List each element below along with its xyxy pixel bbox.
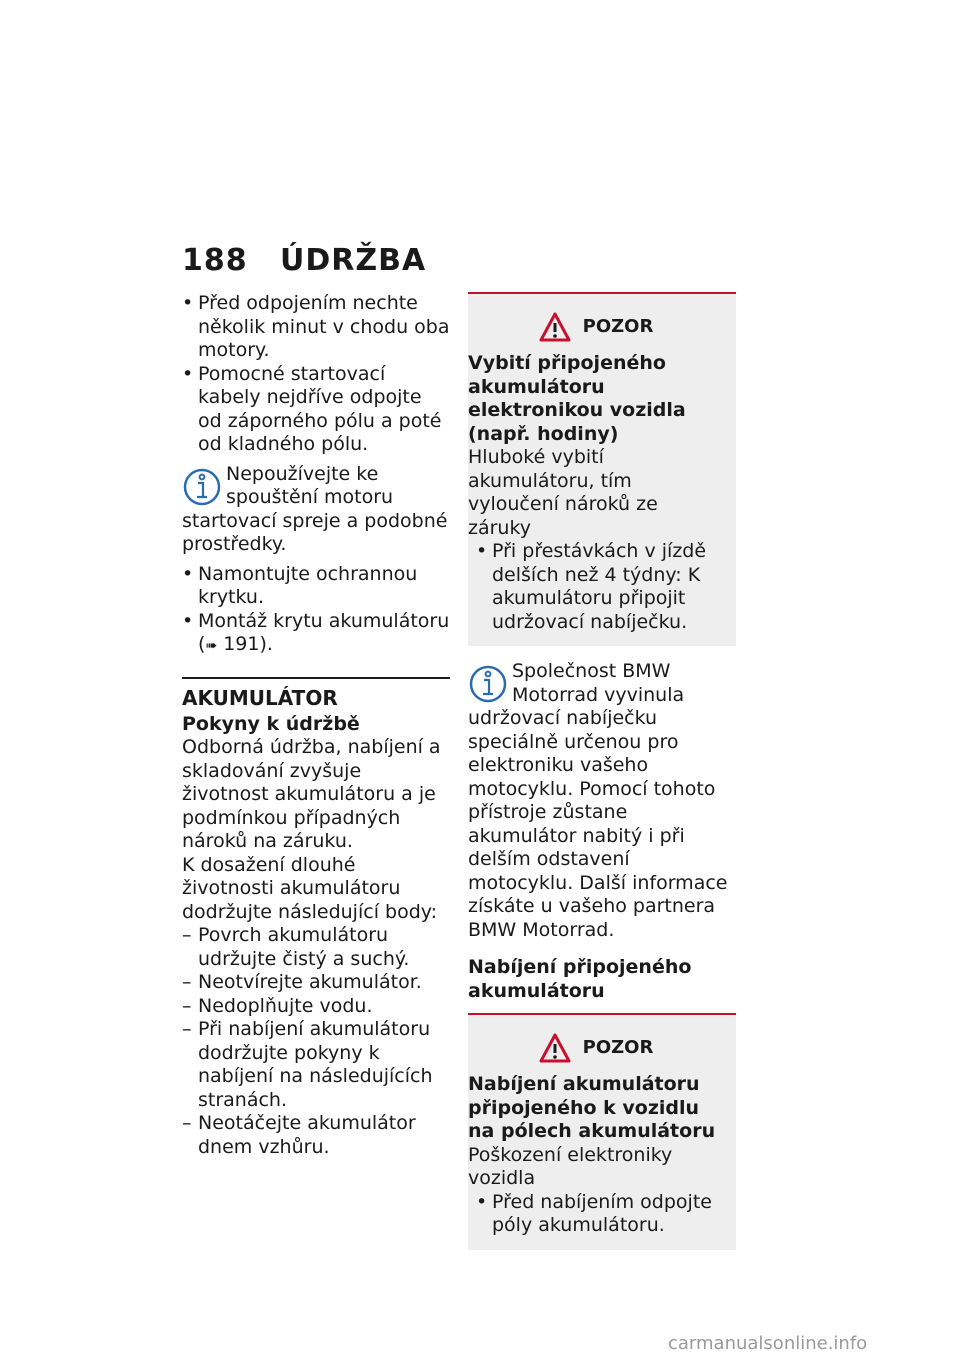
- list-item: – Neotvírejte akumulátor.: [182, 971, 450, 995]
- subsection-title: Nabíjení připojeného akumulátoru: [468, 956, 692, 1002]
- paragraph: K dosažení dlouhé životnosti akumulátoru dodržujte následující body:: [182, 853, 438, 923]
- subsection-title: Pokyny k údržbě: [182, 712, 360, 735]
- warning-triangle-icon: [539, 312, 571, 342]
- list-item: – Povrch akumulátoru udržujte čistý a suchý.: [182, 924, 450, 971]
- right-column: [468, 292, 736, 1264]
- warning-label: POZOR: [582, 1037, 654, 1059]
- list-item: • Namontujte ochrannou krytku.: [182, 563, 450, 610]
- warning-title: Vybití připojeného akumulátoru elektronikou vozidla (např. hodiny): [468, 352, 686, 445]
- list-item: • Pomocné startovací kabely nejdříve odpojte od záporného pólu a poté od kladného pólu.: [182, 363, 450, 457]
- info-icon: [468, 662, 508, 706]
- left-column: [182, 292, 450, 1159]
- arrow-right-icon: ➠: [205, 638, 218, 654]
- warning-box: [468, 1013, 736, 1250]
- list-item: • Při přestávkách v jízdě delších než 4 týdny: K akumulátoru připojit udržovací nabíječku.: [476, 540, 724, 634]
- list-item: – Neotáčejte akumulátor dnem vzhůru.: [182, 1112, 450, 1159]
- cross-reference[interactable]: (➠ 191).: [198, 633, 273, 655]
- page-number: 188: [182, 243, 248, 278]
- warning-text: Poškození elektroniky vozidla: [468, 1143, 673, 1189]
- warning-label: POZOR: [582, 316, 654, 338]
- paragraph: Odborná údržba, nabíjení a skladování zvyšuje životnost akumulátoru a je podmínkou případných nároků na záruku.: [182, 736, 441, 852]
- info-icon: [182, 465, 222, 509]
- info-note: [182, 463, 450, 557]
- list-item: • Montáž krytu akumulátoru: [182, 610, 450, 634]
- warning-box: [468, 292, 736, 646]
- xref-page: 191).: [223, 633, 273, 655]
- warning-header: [468, 1033, 724, 1063]
- list-item: – Nedoplňujte vodu.: [182, 995, 450, 1019]
- warning-triangle-icon: [539, 1033, 571, 1063]
- warning-title: Nabíjení akumulátoru připojeného k vozidlu na pólech akumulátoru: [468, 1073, 716, 1142]
- info-note: [468, 660, 736, 942]
- warning-header: [468, 312, 724, 342]
- info-note-text: Společnost BMW Motorrad vyvinula udržovací nabíječku speciálně určenou pro elektroniku vašeho motocyklu. Pomocí tohoto přístroje zůstane akumulátor nabitý i při delším odstavení motocyklu. Další informace získáte u vašeho partnera BMW Motorrad.: [468, 660, 728, 941]
- list-item: • Před nabíjením odpojte póly akumulátoru.: [476, 1191, 724, 1238]
- info-note-text: Nepoužívejte ke spouštění motoru startovací spreje a podobné prostředky.: [182, 462, 448, 555]
- section-divider: [182, 677, 450, 679]
- section-title: AKUMULÁTOR: [182, 685, 338, 710]
- warning-text: Hluboké vybití akumulátoru, tím vyloučení nároků ze záruky: [468, 446, 658, 539]
- chapter-title: ÚDRŽBA: [280, 243, 427, 278]
- list-item: • Před odpojením nechte několik minut v chodu oba motory.: [182, 292, 450, 363]
- list-item: – Při nabíjení akumulátoru dodržujte pokyny k nabíjení na následujících stranách.: [182, 1018, 450, 1112]
- watermark: carmanualsonline.info: [668, 1333, 868, 1354]
